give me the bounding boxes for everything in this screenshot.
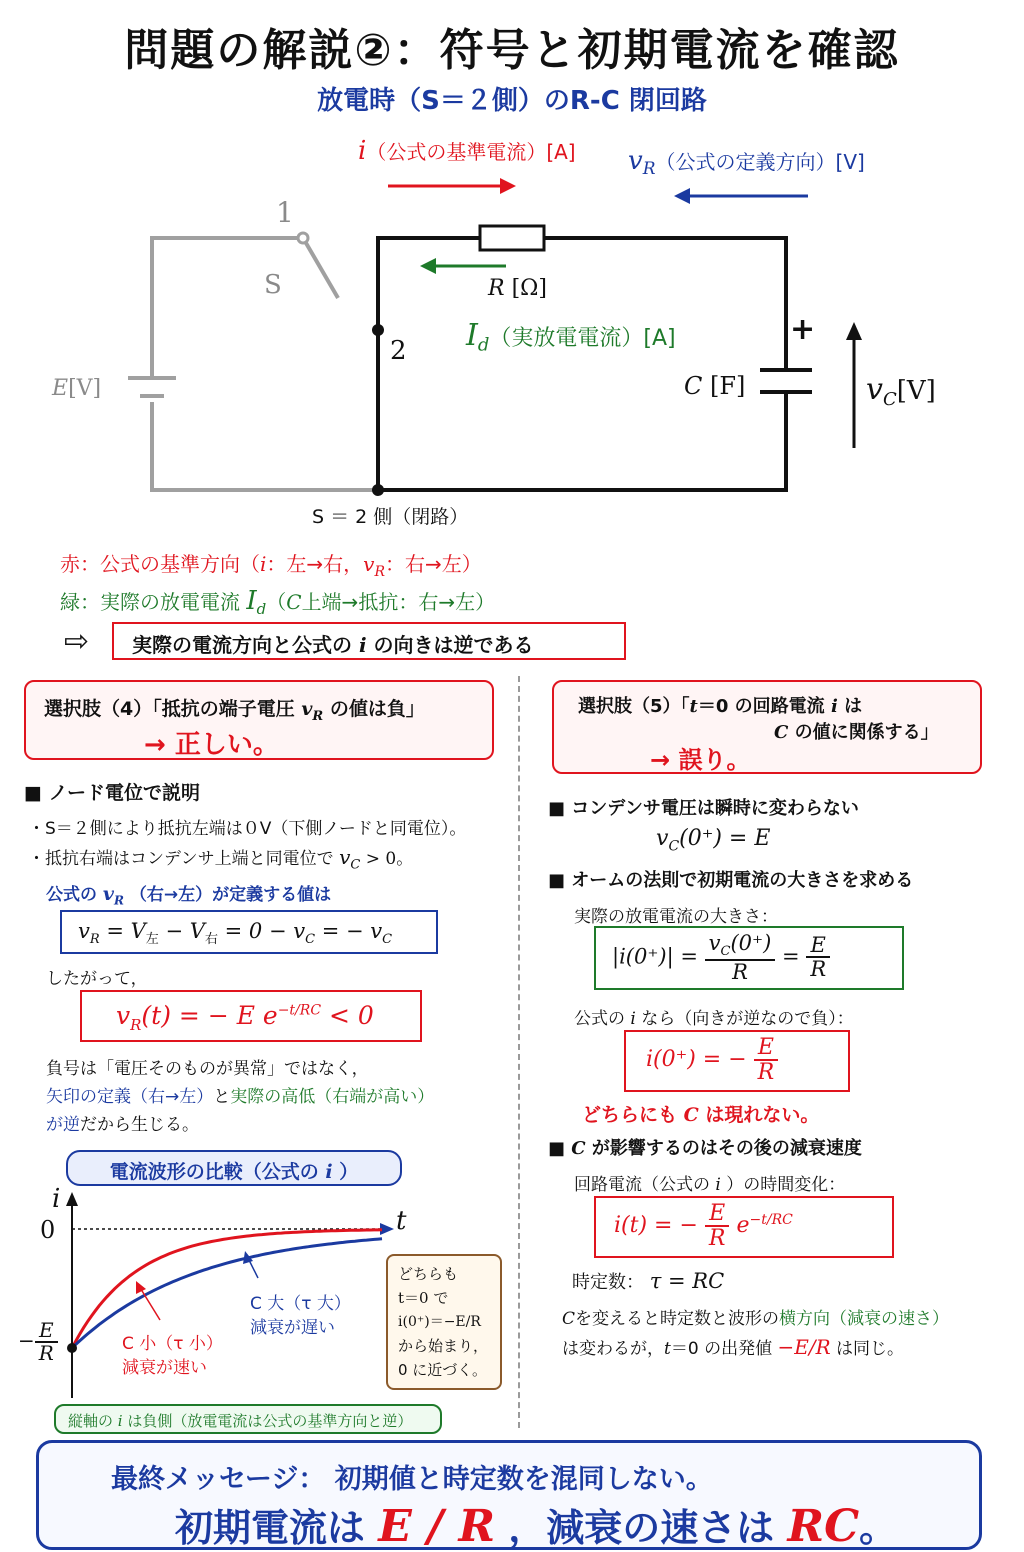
- eq1-box: $v_R = V_左 - V_右 = 0 - v_C$ = − $v_C$: [60, 910, 438, 954]
- eq-vc: $v_C(0^+) = E$: [656, 826, 771, 855]
- choice5-box: [552, 680, 982, 774]
- graph-title: 電流波形の比較（公式の i ）: [66, 1150, 402, 1186]
- legend-green: 緑：実際の放電電流 $I_d(C$上端→抵抗：右→左）: [60, 586, 496, 618]
- conclusion-box: 実際の電流方向と公式の i の向きは逆である: [112, 622, 626, 660]
- red-pointer-head: [136, 1281, 146, 1294]
- left-bullet2: ・抵抗右端はコンデンサ上端と同電位で $v_C > 0$。: [28, 845, 414, 873]
- page-title: 問題の解説②：符号と初期電流を確認: [124, 25, 900, 76]
- t-axis-arrow: [380, 1223, 394, 1235]
- left-bullet1: ・S＝２側により抵抗左端は０V（下側ノードと同電位）。: [28, 819, 467, 839]
- right-section3: ■ C が影響するのはその後の減衰速度: [548, 1138, 862, 1159]
- no-c-note: どちらにも C は現れない。: [582, 1104, 820, 1126]
- i-label: i（公式の基準電流）[A]: [358, 136, 576, 166]
- abs-current-box: |i(0⁺)| = $\frac{v_C(0^+)}{R}$ = $\frac{E}{R}$: [594, 926, 904, 990]
- id-arrow-head: [420, 258, 436, 274]
- choice5-verdict: → 誤り。: [650, 746, 751, 774]
- i-arrow-head: [500, 178, 516, 194]
- left-section1: ■ ノード電位で説明: [24, 782, 200, 804]
- y-axis-label: i: [52, 1184, 61, 1214]
- eq2-box: $v_R(t)$ = − E $e^{-t/RC} < 0$: [80, 990, 422, 1042]
- final-message-box: [36, 1440, 982, 1550]
- column-divider: [518, 676, 520, 1428]
- formula-intro: 公式の $v_R$ （右→左）が定義する値は: [46, 883, 332, 908]
- source-wire-bottom: [152, 402, 378, 490]
- switch-contact-1: [298, 233, 308, 243]
- source-label: E[V]: [52, 376, 102, 401]
- last-line2: は変わるが，t＝0 の出発値 −E/R は同じ。: [562, 1335, 905, 1359]
- legend-red: 赤：公式の基準方向（i：左→右，$v_R$：右→左）: [60, 552, 482, 580]
- resistor-symbol: [480, 226, 544, 250]
- it-box: i(t) = − $\frac{E}{R}$ $e^{-t/RC}$: [594, 1196, 894, 1258]
- note-line2: 矢印の定義（右→左）と実際の高低（右端が高い）: [46, 1087, 435, 1107]
- note-line3: が逆だから生じる。: [46, 1115, 199, 1135]
- last-line1: Cを変えると時定数と波形の横方向（減衰の速さ）: [562, 1309, 950, 1329]
- vc-label: $v_C[V]$: [866, 372, 936, 411]
- choice4-text: 選択肢（4）「抵抗の端子電圧 $v_R$ の値は負」: [44, 698, 425, 724]
- node2-label: 2: [390, 336, 407, 366]
- page-subtitle: 放電時（S＝２側）のR-C 閉回路: [317, 86, 707, 116]
- therefore-label: したがって，: [46, 969, 148, 989]
- final-message-line2: 初期電流は E / R ，減衰の速さは RC。: [175, 1501, 898, 1552]
- switch-pos1-label: 1: [276, 196, 294, 229]
- choice4-box: [24, 680, 494, 760]
- choice5-line2: C の値に関係する」: [774, 722, 939, 743]
- tau-line: 時定数： τ = RC: [572, 1269, 725, 1293]
- i0-box: i(0⁺) = − $\frac{E}{R}$: [624, 1030, 850, 1092]
- vr-arrow-head: [674, 188, 690, 204]
- final-message-line1: 最終メッセージ： 初期値と時定数を混同しない。: [111, 1464, 713, 1495]
- choice4-verdict: → 正しい。: [144, 730, 279, 760]
- vr-label: $v_R$（公式の定義方向）[V]: [628, 146, 865, 179]
- series-blue-label: C 大（τ 大） 減衰が遅い: [250, 1294, 351, 1338]
- bottom-note: S ＝ 2 側（閉路）: [312, 506, 469, 528]
- choice5-line1: 選択肢（5）「t＝0 の回路電流 i は: [578, 696, 863, 717]
- y-tick-neg: − $\frac{E}{R}$: [18, 1320, 58, 1364]
- cap-plus: +: [790, 312, 816, 347]
- rc-wire-bottom: [378, 392, 786, 490]
- y-axis-arrow: [66, 1192, 78, 1206]
- callout-box: どちらも t＝0 で i(0⁺)＝−E/R から始まり， 0 に近づく。: [386, 1254, 502, 1390]
- conclusion-arrow-icon: ⇨: [64, 624, 90, 659]
- y-tick-zero: 0: [40, 1216, 56, 1244]
- vc-arrow-head: [846, 322, 862, 340]
- x-axis-label: t: [396, 1206, 407, 1236]
- node-2: [372, 324, 384, 336]
- note-line1: 負号は「電圧そのものが異常」ではなく，: [46, 1059, 369, 1079]
- resistor-label: R [Ω]: [488, 276, 547, 301]
- right-section3-sub: 回路電流（公式の i ）の時間変化：: [574, 1175, 846, 1195]
- source-wire-top: [152, 238, 303, 378]
- right-section1: ■ コンデンサ電圧は瞬時に変わらない: [548, 798, 859, 819]
- id-label: $I_d$（実放電電流）[A]: [466, 318, 676, 356]
- series-red-label: C 小（τ 小） 減衰が速い: [122, 1334, 223, 1378]
- switch-label: S: [264, 270, 282, 300]
- node-bottom: [372, 484, 384, 496]
- graph-note: 縦軸の i は負側（放電電流は公式の基準方向と逆）: [54, 1404, 442, 1434]
- right-section2: ■ オームの法則で初期電流の大きさを求める: [548, 870, 914, 891]
- start-point: [67, 1343, 77, 1353]
- switch-blade: [306, 243, 338, 298]
- right-section2-sub: 実際の放電電流の大きさ：: [574, 907, 778, 927]
- cap-label: C [F]: [684, 372, 746, 400]
- sign-note: 公式の i なら（向きが逆なので負）：: [574, 1009, 854, 1029]
